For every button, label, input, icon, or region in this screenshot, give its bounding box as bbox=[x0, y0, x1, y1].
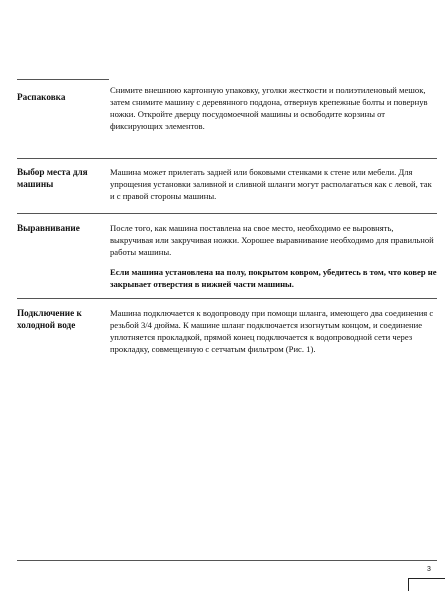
section-rule-1 bbox=[17, 158, 437, 159]
section-label-location: Выбор места для машины bbox=[17, 167, 88, 189]
section-rule-2 bbox=[17, 213, 437, 214]
section-text-leveling: После того, как машина поставлена на свое место, необходимо ее выровнять, выкручивая или закручивая ножки. Хорошее выравнивание необходимо для правильной работы машины. bbox=[110, 223, 434, 257]
crop-mark bbox=[408, 578, 445, 591]
section-text-unpacking: Снимите внешнюю картонную упаковку, уголки жесткости и полиэтиленовый мешок, затем снимите машину с деревянного поддона, отвернув крепежные болты и повернув ножки. Откройте дверцу посудомоечной машины и освободите корзины от фиксирующих элементов. bbox=[110, 85, 428, 131]
footer-rule bbox=[17, 560, 437, 561]
page-number: 3 bbox=[427, 566, 431, 573]
section-text-water: Машина подключается к водопроводу при помощи шланга, имеющего два соединения с резьбой 3/4 дюйма. К машине шланг подключается изогнутым концом, и соединение уплотняется прокладкой, прямой конец подключается к водопроводной сети через прокладку, совмещенную с сетчатым фильтром (Рис. 1). bbox=[110, 308, 434, 354]
section-warning-leveling: Если машина установлена на полу, покрытом ковром, убедитесь в том, что ковер не закрывает отверстия в нижней части машины. bbox=[110, 267, 437, 289]
section-label-unpacking: Распаковка bbox=[17, 92, 66, 102]
section-rule-3 bbox=[17, 298, 437, 299]
section-label-water: Подключение к холодной воде bbox=[17, 308, 82, 330]
section-text-location: Машина может прилегать задней или боковыми стенками к стене или мебели. Для упрощения установки заливной и сливной шланги могут располагаться как с левой, так и с правой стороны машины. bbox=[110, 167, 432, 201]
section-label-leveling: Выравнивание bbox=[17, 223, 80, 233]
section-rule-top bbox=[17, 79, 109, 80]
